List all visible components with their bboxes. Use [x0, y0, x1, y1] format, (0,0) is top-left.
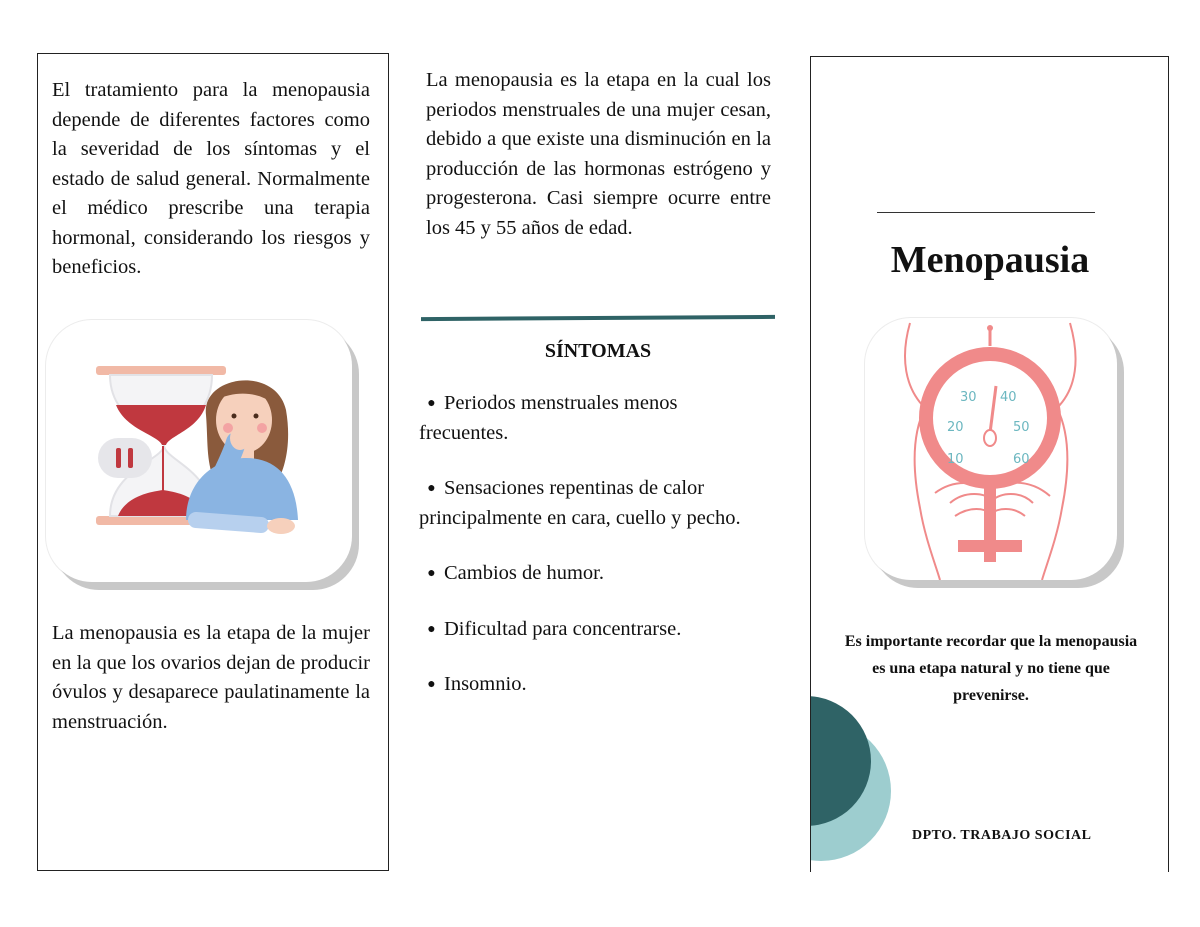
gauge-label: 60 [1013, 452, 1030, 467]
bullet-icon: ● [427, 621, 436, 637]
symptoms-list [419, 389, 767, 726]
menopause-gauge-icon [865, 318, 1117, 580]
brochure-title: Menopausia [890, 239, 1090, 281]
reminder-text: Es importante recordar que la menopausia es una etapa natural y no tiene que prevenirse. [844, 633, 1138, 704]
definition-paragraph: La menopausia es la etapa de la mujer en la que los ovarios dejan de producir óvulos y desaparece paulatinamente la menstruación. [52, 622, 370, 733]
gauge-label: 40 [1000, 390, 1017, 405]
symptom-item: ● Dificultad para concentrarse. [419, 615, 767, 645]
symptoms-heading: SÍNTOMAS [544, 340, 652, 362]
female-symbol-age-gauge-illustration [865, 318, 1117, 580]
gauge-label: 50 [1013, 420, 1030, 435]
bullet-icon: ● [427, 396, 436, 411]
decorative-circles-icon [811, 676, 901, 874]
section-divider [421, 315, 775, 321]
symptom-item: ● Periodos menstruales menos frecuentes. [419, 389, 767, 448]
woman-hourglass-illustration [46, 320, 352, 582]
gauge-label: 20 [947, 420, 964, 435]
gauge-label: 30 [960, 390, 977, 405]
intro-paragraph: La menopausia es la etapa en la cual los periodos menstruales de una mujer cesan, debido a que existe una disminución en la producción de las hormonas estrógeno y progesterona. Casi siempre ocurre entre los 45 y 55 años de edad. [426, 69, 771, 239]
bullet-icon: ● [427, 566, 436, 581]
treatment-paragraph: El tratamiento para la menopausia depende de diferentes factores como la severidad de los síntomas y el estado de salud general. Normalmente el médico prescribe una terapia hormonal, considerando los riesgos y beneficios. [52, 79, 370, 278]
symptom-item: ● Cambios de humor. [419, 559, 767, 589]
bullet-icon: ● [427, 481, 436, 496]
symptom-item: ● Sensaciones repentinas de calor principalmente en cara, cuello y pecho. [419, 474, 767, 533]
symptom-item: ● Insomnio. [419, 670, 767, 700]
gauge-label: 10 [947, 452, 964, 467]
title-rule [877, 212, 1095, 213]
bullet-icon: ● [427, 677, 436, 692]
department-label: DPTO. TRABAJO SOCIAL [912, 828, 1092, 843]
hourglass-woman-icon [46, 320, 352, 582]
